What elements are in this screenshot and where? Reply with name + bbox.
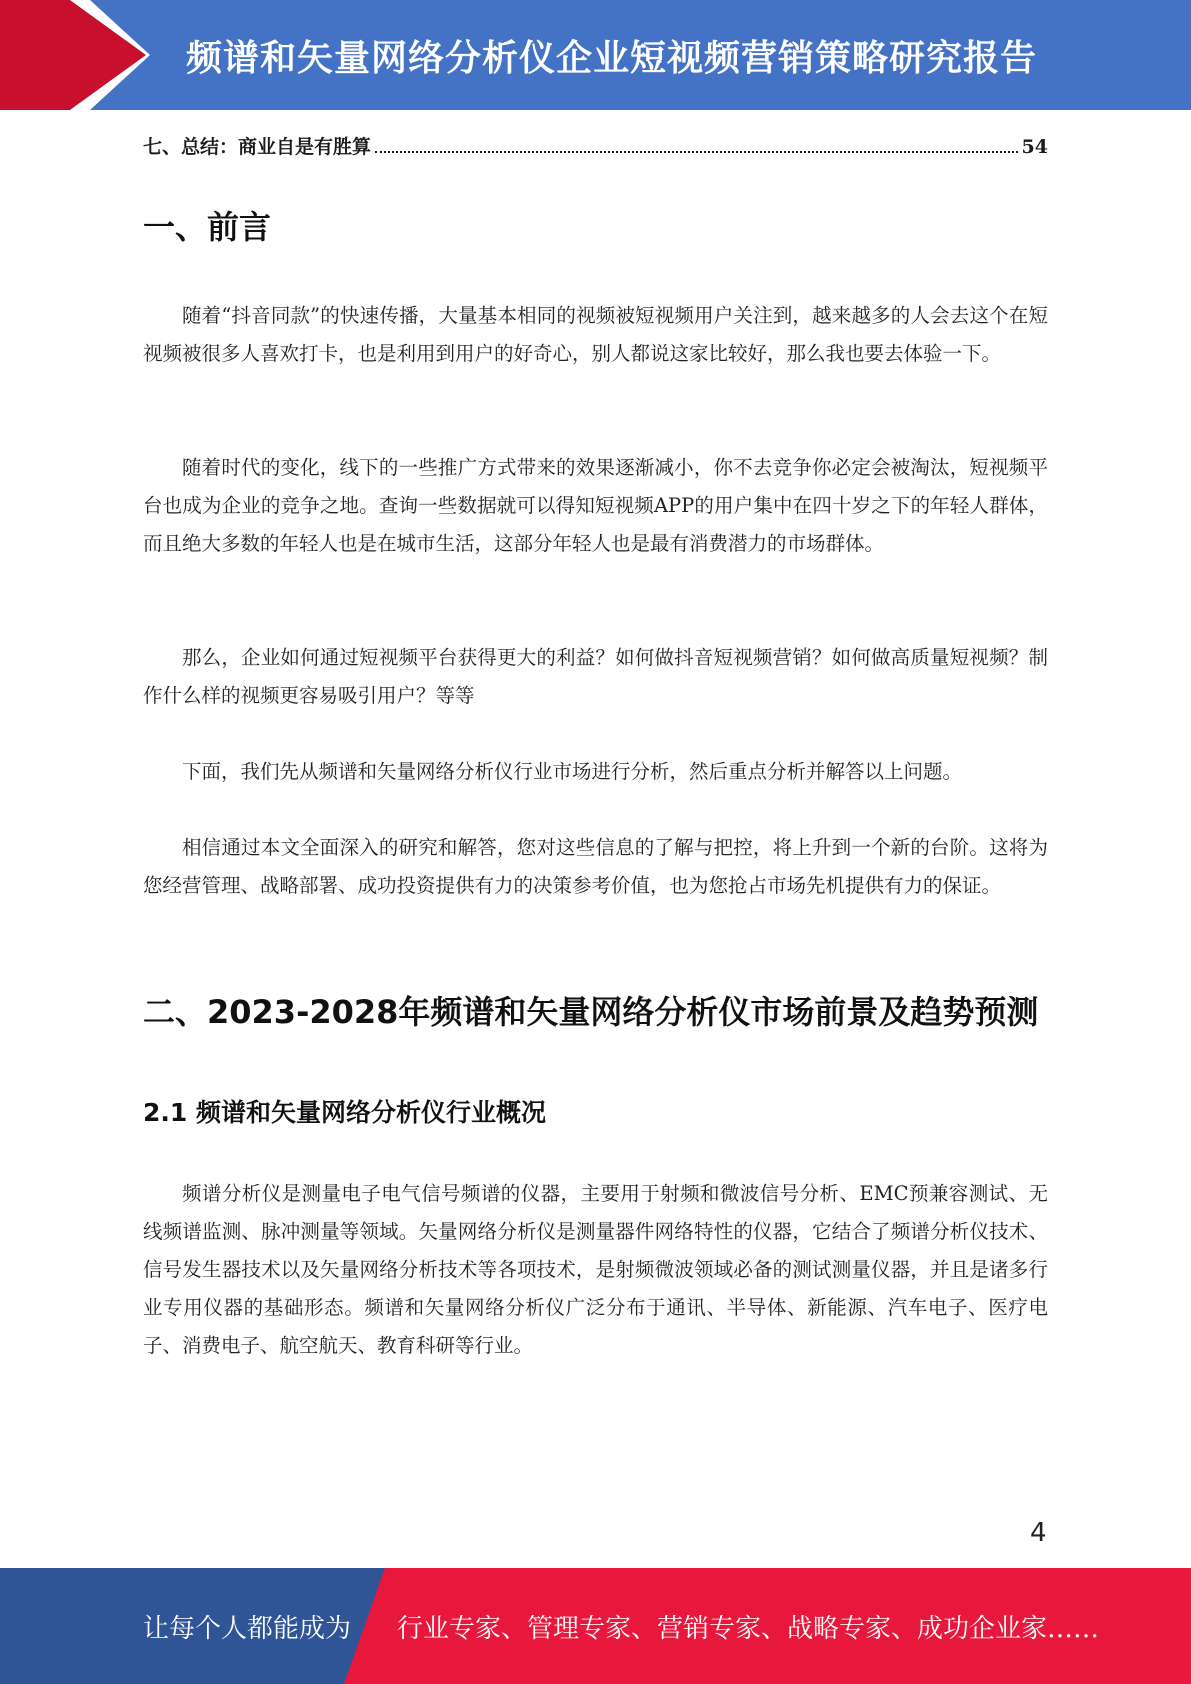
overview-paragraph: 频谱分析仪是测量电子电气信号频谱的仪器，主要用于射频和微波信号分析、EMC预兼容测试、无线频谱监测、脉冲测量等领域。矢量网络分析仪是测量器件网络特性的仪器，它结合了频谱分析仪技术、信号发生器技术以及矢量网络分析技术等各项技术，是射频微波领域必备的测试测量仪器，并且是诸多行业专用仪器的基础形态。频谱和矢量网络分析仪广泛分布于通讯、半导体、新能源、汽车电子、医疗电子、消费电子、航空航天、教育科研等行业。	[143, 1182, 1048, 1357]
intro-paragraph-1: 随着“抖音同款”的快速传播，大量基本相同的视频被短视频用户关注到，越来越多的人会去这个在短视频被很多人喜欢打卡，也是利用到用户的好奇心，别人都说这家比较好，那么我也要去体验一下。	[143, 304, 1048, 365]
toc-entry-page: 54	[1021, 136, 1048, 158]
intro-paragraph-4: 下面，我们先从频谱和矢量网络分析仪行业市场进行分析，然后重点分析并解答以上问题。	[182, 760, 963, 783]
footer-slogan-right: 行业专家、管理专家、营销专家、战略专家、成功企业家……	[397, 1614, 1100, 1644]
section-heading-forecast: 二、2023-2028年频谱和矢量网络分析仪市场前景及趋势预测	[143, 993, 1039, 1031]
intro-paragraph-2: 随着时代的变化，线下的一些推广方式带来的效果逐渐减小，你不去竞争你必定会被淘汰，短视频平台也成为企业的竞争之地。查询一些数据就可以得知短视频APP的用户集中在四十岁之下的年轻人群体，而且绝大多数的年轻人也是在城市生活，这部分年轻人也是最有消费潜力的市场群体。	[143, 456, 1048, 555]
section-heading-intro: 一、前言	[143, 208, 272, 246]
subsection-heading-overview: 2.1 频谱和矢量网络分析仪行业概况	[143, 1098, 546, 1127]
intro-paragraph-3: 那么，企业如何通过短视频平台获得更大的利益？如何做抖音短视频营销？如何做高质量短视频？制作什么样的视频更容易吸引用户？等等	[143, 646, 1048, 707]
report-title: 频谱和矢量网络分析仪企业短视频营销策略研究报告	[186, 38, 1038, 79]
page-footer	[0, 1568, 1191, 1684]
toc-leader-dots	[375, 137, 1018, 153]
page-number: 4	[1030, 1518, 1047, 1548]
intro-paragraph-5: 相信通过本文全面深入的研究和解答，您对这些信息的了解与把控，将上升到一个新的台阶。这将为您经营管理、战略部署、成功投资提供有力的决策参考价值，也为您抢占市场先机提供有力的保证。	[143, 836, 1048, 897]
footer-slogan-left: 让每个人都能成为	[143, 1614, 352, 1644]
page-header	[0, 0, 1191, 110]
header-chevron-decoration	[0, 0, 160, 110]
toc-entry-label: 七、总结：商业自是有胜算	[143, 136, 372, 158]
toc-entry[interactable]	[143, 132, 1048, 159]
